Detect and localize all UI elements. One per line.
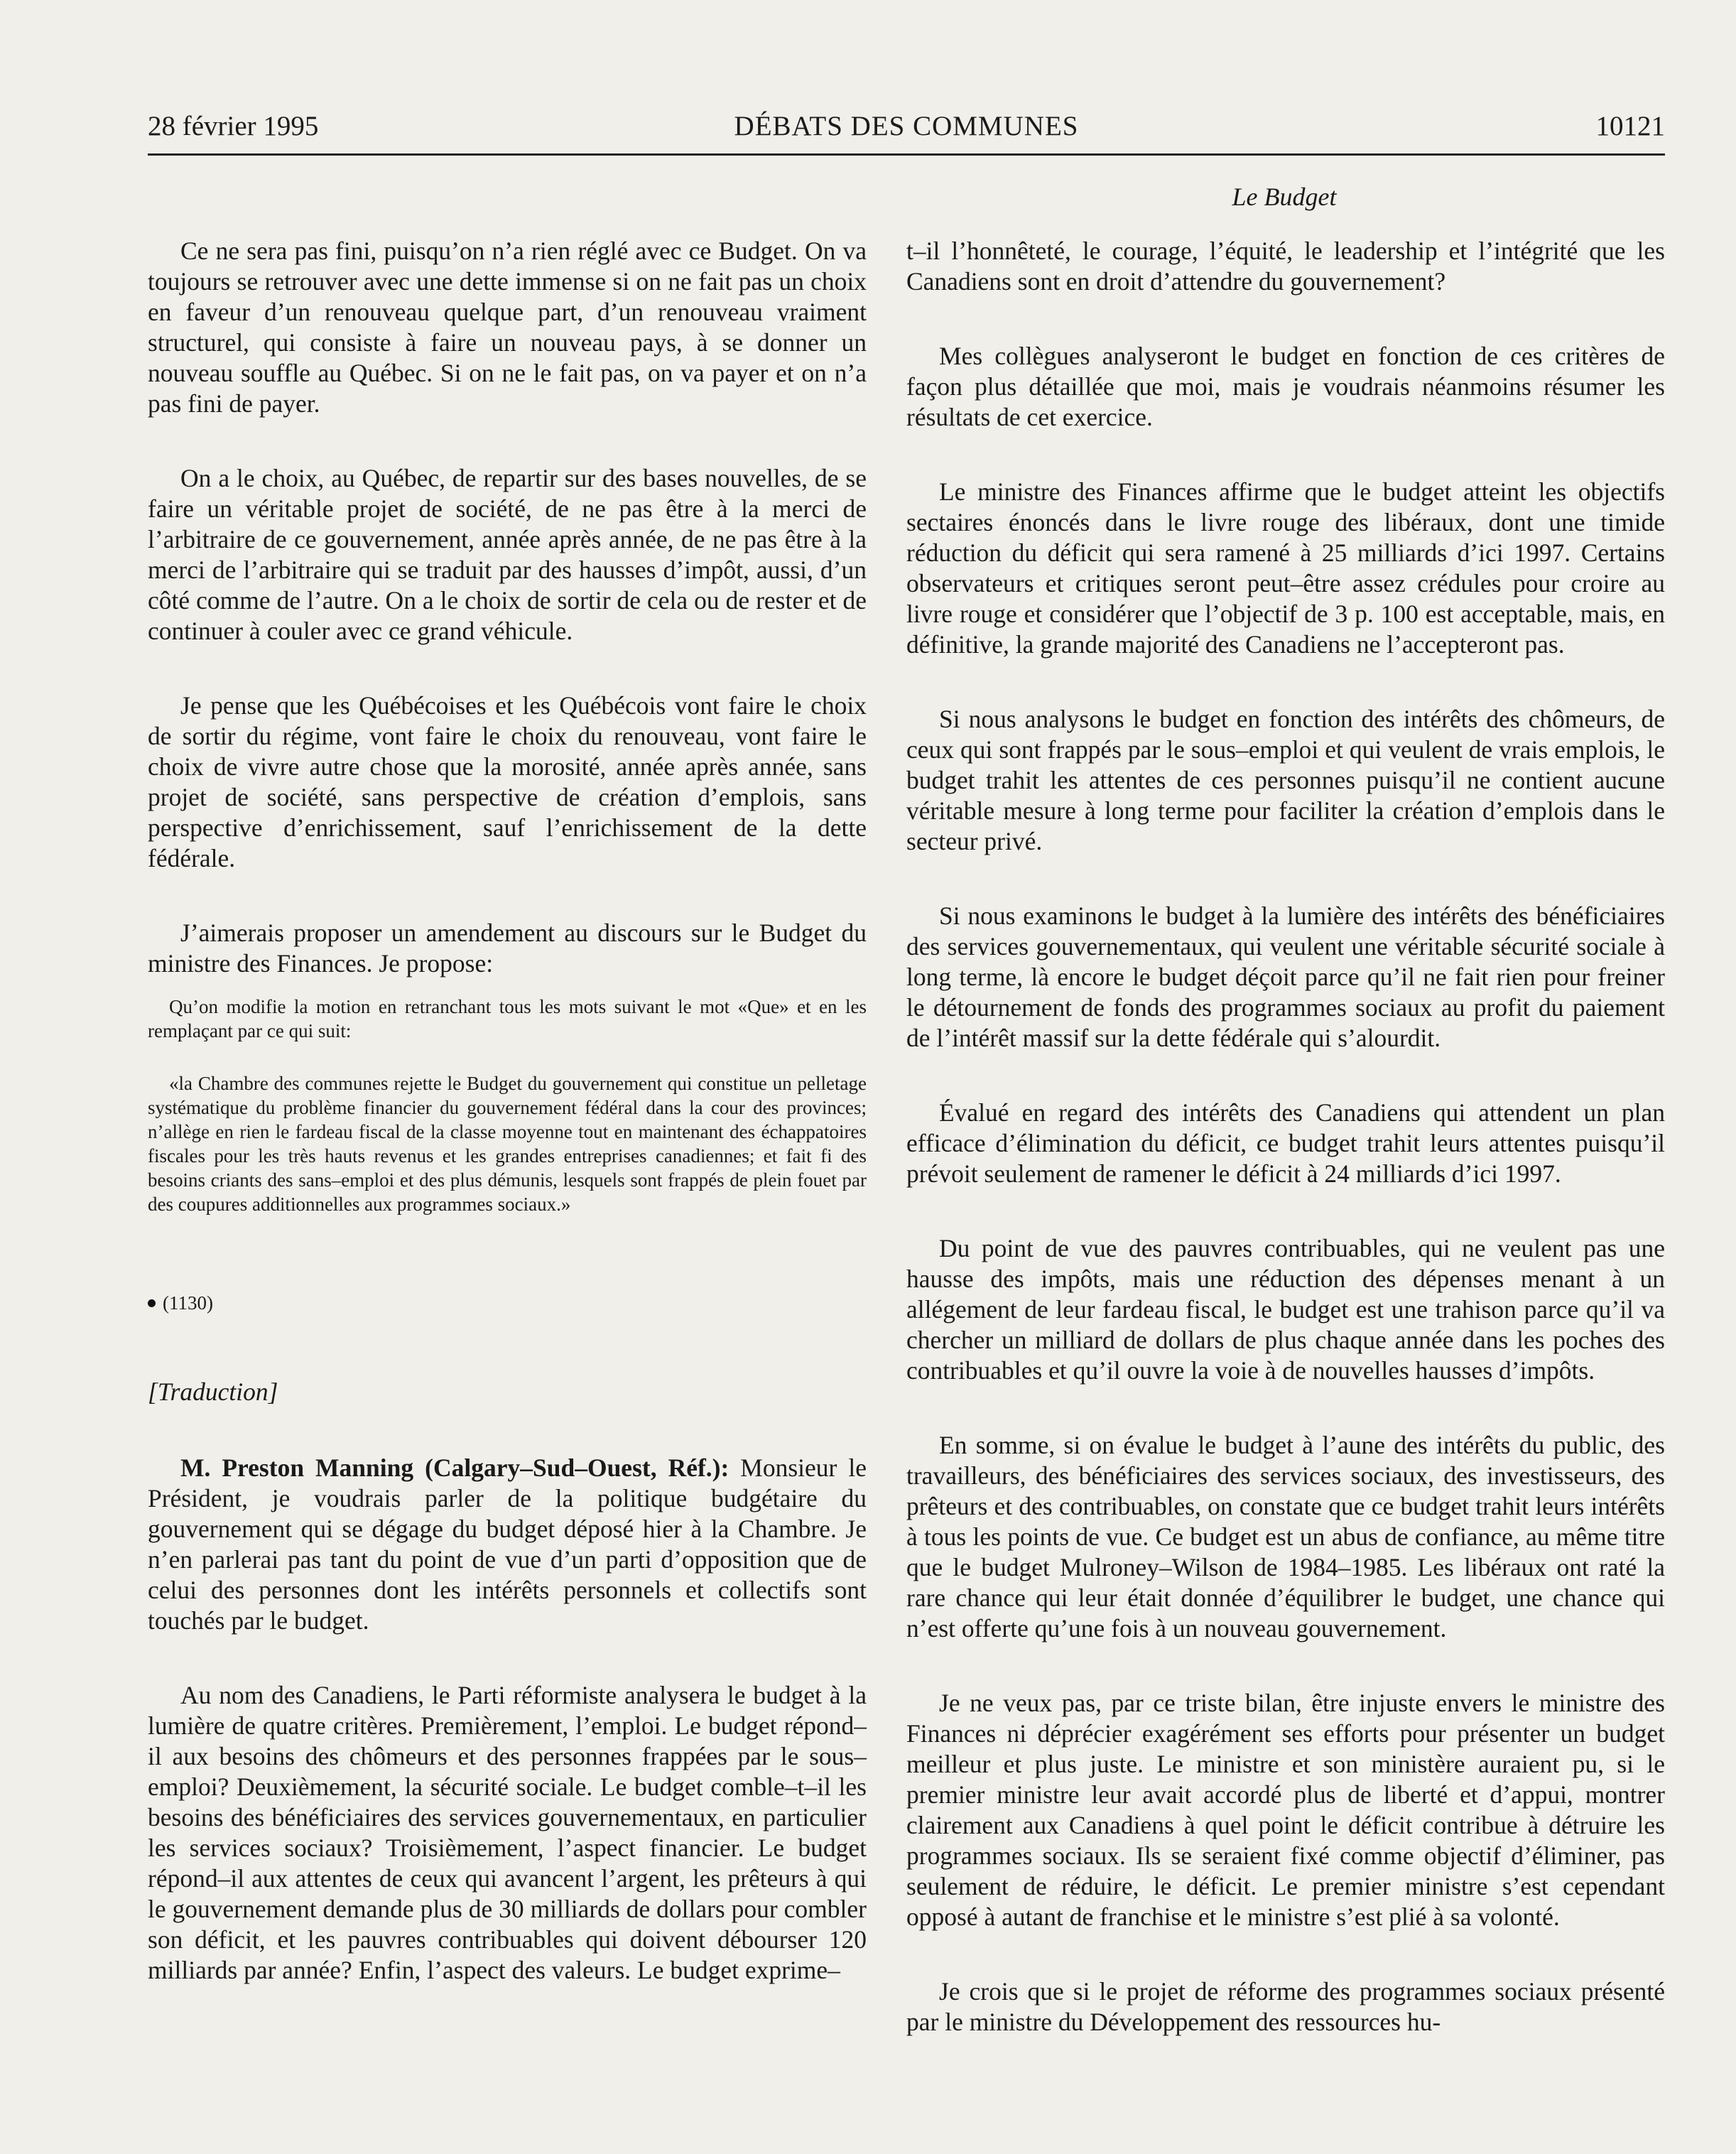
paragraph: En somme, si on évalue le budget à l’aune des intérêts du public, des travailleurs, des bénéficiaires des services sociaux, des investisseurs, des prêteurs et des contribuables, on constate que ce budget trahit leurs intérêts à tous les points de vue. Ce budget est un abus de confiance, au même titre que le budget Mulroney–Wilson de 1984–1985. Les libéraux ont raté la rare chance qui leur était donnée d’équilibrer le budget, une chance qui n’est offerte qu’une fois à un nouveau gouvernement. <box>906 1431 1665 1642</box>
paragraph: Si nous analysons le budget en fonction des intérêts des chômeurs, de ceux qui sont frappés par le sous–emploi et qui veulent de vrais emplois, le budget trahit les attentes de ces personnes puisqu’il ne contient aucune véritable mesure à long terme pour faciliter la création d’emplois dans le secteur privé. <box>906 705 1665 855</box>
paragraph: Mes collègues analyseront le budget en fonction de ces critères de façon plus détaillée que moi, mais je voudrais néanmoins résumer les résultats de cet exercice. <box>906 342 1665 431</box>
language-note-text: [Traduction] <box>148 1378 278 1406</box>
paragraph: Je crois que si le projet de réforme des programmes sociaux présenté par le ministre du Développement des ressources hu- <box>906 1977 1665 2036</box>
paragraph: Évalué en regard des intérêts des Canadiens qui attendent un plan efficace d’élimination du déficit, ce budget trahit leurs attentes puisqu’il prévoit seulement de ramener le déficit à 24 milliards d’ici 1997. <box>906 1098 1665 1188</box>
paragraph: Au nom des Canadiens, le Parti réformiste analysera le budget à la lumière de quatre critères. Premièrement, l’emploi. Le budget répond–il aux besoins des chômeurs et des personnes frappées par le sous–emploi? Deuxièmement, la sécurité sociale. Le budget comble–t–il les besoins des bénéficiaires des services gouvernementaux, en particulier les services sociaux? Troisièmement, l’aspect financier. Le budget répond–il aux attentes de ceux qui avancent l’argent, les prêteurs à qui le gouvernement demande plus de 30 milliards de dollars pour combler son déficit, et les pauvres contribuables qui doivent débourser 120 milliards par année? Enfin, l’aspect des valeurs. Le budget exprime– <box>148 1681 867 1984</box>
quote-paragraph: Qu’on modifie la motion en retranchant tous les mots suivant le mot «Que» et en les remplaçant par ce qui suit: <box>148 996 867 1041</box>
speaker-name: M. Preston Manning (Calgary–Sud–Ouest, Réf.): <box>180 1454 729 1482</box>
paragraph: t–il l’honnêteté, le courage, l’équité, le leadership et l’intégrité que les Canadiens sont en droit d’attendre du gouvernement? <box>906 237 1665 296</box>
paragraph: Du point de vue des pauvres contribuables, qui ne veulent pas une hausse des impôts, mais une réduction des dépenses menant à un allégement de leur fardeau fiscal, le budget est une trahison parce qu’il va chercher un milliard de dollars de plus chaque année dans les poches des contribuables et qu’il ouvre la voie à de nouvelles hausses d’impôts. <box>906 1234 1665 1385</box>
paragraph: Ce ne sera pas fini, puisqu’on n’a rien réglé avec ce Budget. On va toujours se retrouver avec une dette immense si on ne fait pas un choix en faveur d’un renouveau quelque part, d’un renouveau vraiment structurel, qui consiste à faire un nouveau pays, à se donner un nouveau souffle au Québec. Si on ne le fait pas, on va payer et on n’a pas fini de payer. <box>148 237 867 418</box>
page-header <box>148 107 1665 156</box>
header-date: 28 février 1995 <box>148 111 319 141</box>
paragraph: On a le choix, au Québec, de repartir sur des bases nouvelles, de se faire un véritable projet de société, de ne pas être à la merci de l’arbitraire de ce gouvernement, année après année, de ne pas être à la merci de l’arbitraire qui se traduit par des hausses d’impôt, aussi, d’un côté comme de l’autre. On a le choix de sortir de cela ou de rester et de continuer à couler avec ce grand véhicule. <box>148 464 867 645</box>
left-column <box>148 236 867 2030</box>
bullet-icon <box>148 1299 156 1307</box>
time-marker-text: (1130) <box>163 1292 213 1314</box>
header-title: DÉBATS DES COMMUNES <box>734 111 1079 141</box>
page-number: 10121 <box>1595 111 1665 141</box>
time-marker <box>148 1290 867 1316</box>
speech-paragraph <box>148 1453 867 1636</box>
paragraph: Le ministre des Finances affirme que le budget atteint les objectifs sectaires énoncés dans le livre rouge des libéraux, dont une timide réduction du déficit qui sera ramené à 25 milliards d’ici 1997. Certains observateurs et critiques seront peut–être assez crédules pour croire au livre rouge et considérer que l’objectif de 3 p. 100 est acceptable, mais, en définitive, la grande majorité des Canadiens ne l’accepteront pas. <box>906 477 1665 659</box>
paragraph: Si nous examinons le budget à la lumière des intérêts des bénéficiaires des services gouvernementaux, qui veulent une véritable sécurité sociale à long terme, là encore le budget déçoit parce qu’il ne fait rien pour freiner le détournement de fonds des programmes sociaux au profit du paiement de l’intérêt massif sur la dette fédérale qui s’alourdit. <box>906 902 1665 1052</box>
quote-paragraph: «la Chambre des communes rejette le Budget du gouvernement qui constitue un pelletage systématique du problème financier du gouvernement fédéral dans la cour des provinces; n’allège en rien le fardeau fiscal de la classe moyenne tout en maintenant des échappatoires fiscales pour les très hauts revenus et les grandes entreprises canadiennes; et fait fi des besoins criants des sans–emploi et des plus démunis, lesquels sont frappés de plein fouet par des coupures additionnelles aux programmes sociaux.» <box>148 1073 867 1215</box>
speech-text: Monsieur le Président, je voudrais parler de la politique budgétaire du gouvernement qui se dégage du budget déposé hier à la Chambre. Je n’en parlerai pas tant du point de vue d’un parti d’opposition que de celui des personnes dont les intérêts personnels et collectifs sont touchés par le budget. <box>148 1454 867 1635</box>
language-note <box>148 1377 867 1407</box>
amendment-quote <box>148 995 867 1216</box>
running-head: Le Budget <box>1232 183 1337 211</box>
right-column <box>906 236 1665 2082</box>
paragraph: Je ne veux pas, par ce triste bilan, être injuste envers le ministre des Finances ni déprécier exagérément ses efforts pour présenter un budget meilleur et plus juste. Le ministre et son ministère auraient pu, si le premier ministre leur avait accordé plus de liberté et d’appui, montrer clairement aux Canadiens à quel point le déficit contribue à détruire les programmes sociaux. Ils se seraient fixé comme objectif d’éliminer, pas seulement de réduire, le déficit. Le premier ministre s’est cependant opposé à autant de franchise et le ministre s’est plié à sa volonté. <box>906 1689 1665 1931</box>
paragraph: Je pense que les Québécoises et les Québécois vont faire le choix de sortir du régime, vont faire le choix du renouveau, vont faire le choix de vivre autre chose que la morosité, année après année, sans projet de société, sans perspective de création d’emplois, sans perspective d’enrichissement, sauf l’enrichissement de la dette fédérale. <box>148 691 867 872</box>
paragraph: J’aimerais proposer un amendement au discours sur le Budget du ministre des Finances. Je propose: <box>148 919 867 978</box>
